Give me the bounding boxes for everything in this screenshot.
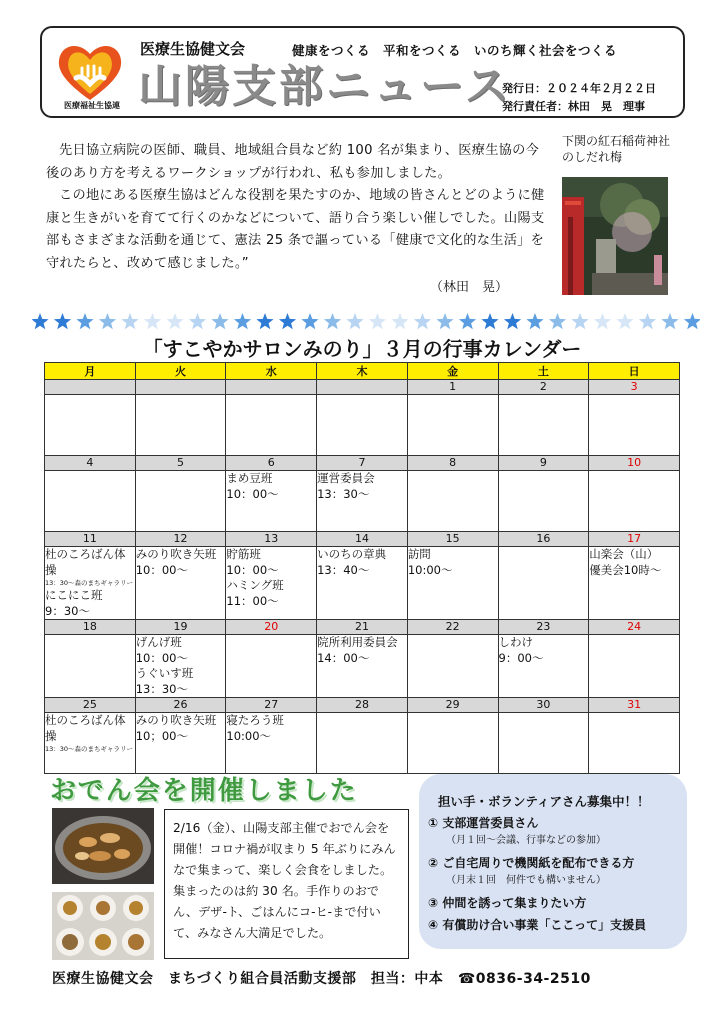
photo-caption-line-2: のしだれ梅 bbox=[562, 150, 623, 164]
event-line: 10；00～ bbox=[135, 728, 188, 743]
date-number bbox=[226, 380, 317, 395]
event-line: 13：30～ bbox=[135, 681, 188, 696]
star-icon bbox=[369, 313, 386, 329]
event-line: うぐいす班 bbox=[135, 666, 194, 680]
day-cell bbox=[498, 395, 589, 456]
logo-caption: 医療福祉生協連 bbox=[64, 101, 120, 110]
event-line: 11：00～ bbox=[226, 593, 279, 608]
event-line: 優美会10時～ bbox=[589, 562, 662, 577]
date-number: 25 bbox=[45, 698, 136, 713]
date-number: 27 bbox=[226, 698, 317, 713]
event-line: 10：00～ bbox=[135, 562, 188, 577]
footer-contact: 医療生協健文会 まちづくり組合員活動支援部 担当：中本 ☎0836-34-2510 bbox=[52, 971, 591, 987]
oden-title: おでん会を開催しました bbox=[50, 776, 358, 806]
photo-caption-line-1: 下関の紅石稲荷神社 bbox=[562, 134, 671, 148]
star-icon bbox=[166, 313, 183, 329]
day-cell bbox=[407, 471, 498, 532]
date-number: 13 bbox=[226, 532, 317, 547]
intro-paragraph-1: 先日協立病院の医師、職員、地域組合員など約 100 名が集まり、医療生協の今後のあり方を考えるワークショップが行われ、私も参加しました。 bbox=[46, 143, 540, 181]
event-calendar bbox=[44, 362, 680, 774]
volunteer-item: ① 支部運営委員さん bbox=[428, 816, 539, 830]
volunteer-item-note: （月１回～会議、行事などの参加） bbox=[446, 835, 606, 846]
day-cell bbox=[317, 635, 408, 698]
date-number bbox=[135, 380, 226, 395]
star-icon bbox=[76, 313, 93, 329]
event-line: 院所利用委員会 bbox=[317, 635, 398, 649]
day-cell bbox=[135, 395, 226, 456]
day-cell bbox=[226, 547, 317, 620]
event-line: 10:00～ bbox=[226, 728, 272, 743]
date-number: 8 bbox=[407, 456, 498, 471]
calendar-title: 「すこやかサロンみのり」３月の行事カレンダー bbox=[142, 337, 582, 361]
date-number: 10 bbox=[589, 456, 680, 471]
weekday-header: 土 bbox=[498, 363, 589, 380]
star-icon bbox=[481, 313, 498, 329]
intro-text bbox=[46, 140, 546, 275]
oden-pot-photo bbox=[52, 808, 154, 884]
day-cell bbox=[407, 635, 498, 698]
star-icon bbox=[391, 313, 408, 329]
slogan: 健康をつくる 平和をつくる いのち輝く社会をつくる bbox=[292, 43, 618, 58]
oden-report: 2/16（金）、山陽支部主催でおでん会を開催！コロナ禍が収まり 5 年ぶりにみんなで集まって、楽しく会食をしました。集まったのは約 30 名。手作りのおでん、デザ-ト、ごはんにコ-ヒ-まで付いて、みなさん大満足でした。 bbox=[164, 809, 409, 959]
date-row bbox=[45, 456, 680, 471]
event-line: 運営委員会 bbox=[317, 471, 375, 485]
intro-paragraph-2: この地にある医療生協はどんな役割を果たすのか、地域の皆さんとどのように健康と生きがいを育てて行くのかなどについて、語り合う楽しい催しでした。山陽支部もさまざまな活動を通じて、憲法 25 条で謳っている「健康で文化的な生活」を守れたらと、改めて感じました。” bbox=[46, 188, 545, 271]
weekday-header-row bbox=[45, 363, 680, 380]
oden-plates-photo bbox=[52, 892, 154, 960]
date-number: 22 bbox=[407, 620, 498, 635]
star-divider bbox=[32, 312, 700, 332]
weekday-header: 水 bbox=[226, 363, 317, 380]
date-number: 30 bbox=[498, 698, 589, 713]
day-cell bbox=[589, 713, 680, 774]
event-line: にこにこ班 bbox=[45, 588, 103, 602]
day-cell bbox=[317, 395, 408, 456]
star-icon bbox=[32, 313, 49, 329]
event-line: げんげ班 bbox=[135, 635, 182, 649]
weekday-header: 木 bbox=[317, 363, 408, 380]
day-cell bbox=[317, 547, 408, 620]
date-number: 11 bbox=[45, 532, 136, 547]
star-icon bbox=[571, 313, 588, 329]
newsletter-title: 山陽支部ニュース bbox=[138, 61, 512, 112]
event-line: まめ豆班 bbox=[226, 471, 273, 485]
event-line: みのり吹き矢班 bbox=[135, 547, 217, 561]
day-cell bbox=[135, 713, 226, 774]
star-icon bbox=[661, 313, 678, 329]
star-icon bbox=[54, 313, 71, 329]
event-line: 9：30～ bbox=[45, 603, 90, 618]
date-number: 19 bbox=[135, 620, 226, 635]
star-icon bbox=[301, 313, 318, 329]
date-number: 29 bbox=[407, 698, 498, 713]
shrine-photo bbox=[562, 177, 668, 295]
date-row bbox=[45, 380, 680, 395]
date-number: 21 bbox=[317, 620, 408, 635]
event-line: 10：00～ bbox=[226, 562, 279, 577]
event-line: 14：00～ bbox=[317, 650, 370, 665]
date-number: 26 bbox=[135, 698, 226, 713]
star-icon bbox=[684, 313, 700, 329]
star-icon bbox=[414, 313, 431, 329]
event-row bbox=[45, 395, 680, 456]
day-cell bbox=[407, 395, 498, 456]
day-cell bbox=[45, 471, 136, 532]
date-number: 7 bbox=[317, 456, 408, 471]
weekday-header: 日 bbox=[589, 363, 680, 380]
day-cell bbox=[45, 635, 136, 698]
event-row bbox=[45, 635, 680, 698]
event-line: 杜のころばん体操 bbox=[45, 547, 126, 577]
date-number: 18 bbox=[45, 620, 136, 635]
date-number: 24 bbox=[589, 620, 680, 635]
day-cell bbox=[45, 713, 136, 774]
date-number: 9 bbox=[498, 456, 589, 471]
day-cell bbox=[317, 471, 408, 532]
event-line: 13：30～森のまちギャラリー bbox=[45, 745, 134, 753]
day-cell bbox=[135, 547, 226, 620]
star-icon bbox=[639, 313, 656, 329]
event-line: 13：30～森のまちギャラリー bbox=[45, 579, 134, 587]
issue-date: 発行日：２０２４年２月２２日 bbox=[502, 82, 656, 95]
day-cell bbox=[589, 471, 680, 532]
event-line: いのちの章典 bbox=[317, 547, 387, 561]
star-icon bbox=[121, 313, 138, 329]
date-number bbox=[45, 380, 136, 395]
star-icon bbox=[211, 313, 228, 329]
star-icon bbox=[256, 313, 273, 329]
event-line: 貯筋班 bbox=[226, 547, 261, 561]
event-line: 杜のころばん体操 bbox=[45, 713, 126, 743]
date-number: 3 bbox=[589, 380, 680, 395]
star-icon bbox=[594, 313, 611, 329]
day-cell bbox=[498, 713, 589, 774]
day-cell bbox=[498, 471, 589, 532]
weekday-header: 月 bbox=[45, 363, 136, 380]
date-number: 16 bbox=[498, 532, 589, 547]
day-cell bbox=[498, 547, 589, 620]
volunteer-item: ④ 有償助け合い事業「ここって」支援員 bbox=[428, 918, 647, 932]
event-row bbox=[45, 471, 680, 532]
day-cell bbox=[135, 471, 226, 532]
event-row bbox=[45, 547, 680, 620]
event-line: しわけ bbox=[498, 635, 534, 649]
volunteer-item: ③ 仲間を誘って集まりたい方 bbox=[428, 896, 587, 910]
day-cell bbox=[226, 635, 317, 698]
date-row bbox=[45, 532, 680, 547]
day-cell bbox=[226, 713, 317, 774]
event-line: みのり吹き矢班 bbox=[135, 713, 217, 727]
event-line: 寝たろう班 bbox=[226, 713, 284, 727]
event-line: 10：00～ bbox=[135, 650, 188, 665]
day-cell bbox=[407, 547, 498, 620]
date-number: 20 bbox=[226, 620, 317, 635]
event-line: 10:00～ bbox=[407, 562, 453, 577]
date-number: 1 bbox=[407, 380, 498, 395]
date-number: 6 bbox=[226, 456, 317, 471]
date-number: 23 bbox=[498, 620, 589, 635]
star-icon bbox=[436, 313, 453, 329]
star-icon bbox=[189, 313, 206, 329]
star-icon bbox=[459, 313, 476, 329]
date-row bbox=[45, 620, 680, 635]
volunteer-list bbox=[428, 810, 684, 934]
event-line: 13：30～ bbox=[317, 486, 370, 501]
day-cell bbox=[226, 395, 317, 456]
star-icon bbox=[549, 313, 566, 329]
date-number: 31 bbox=[589, 698, 680, 713]
day-cell bbox=[317, 713, 408, 774]
event-line: 訪問 bbox=[407, 547, 431, 561]
star-icon bbox=[616, 313, 633, 329]
day-cell bbox=[589, 635, 680, 698]
photo-caption bbox=[562, 133, 670, 165]
volunteer-item: ② ご自宅周りで機関紙を配布できる方 bbox=[428, 856, 635, 870]
responsible-person: 発行責任者：林田 晃 理事 bbox=[502, 100, 645, 113]
date-number: 17 bbox=[589, 532, 680, 547]
volunteer-item-note: （月末１回 何件でも構いません） bbox=[446, 875, 606, 886]
date-row bbox=[45, 698, 680, 713]
star-icon bbox=[504, 313, 521, 329]
date-number: 28 bbox=[317, 698, 408, 713]
date-number bbox=[317, 380, 408, 395]
event-line: ハミング班 bbox=[226, 578, 284, 592]
event-line: 山楽会（山） bbox=[589, 547, 659, 561]
day-cell bbox=[45, 395, 136, 456]
org-name: 医療生協健文会 bbox=[140, 40, 246, 58]
weekday-header: 金 bbox=[407, 363, 498, 380]
star-icon bbox=[234, 313, 251, 329]
day-cell bbox=[135, 635, 226, 698]
date-number: 2 bbox=[498, 380, 589, 395]
event-row bbox=[45, 713, 680, 774]
date-number: 12 bbox=[135, 532, 226, 547]
date-number: 5 bbox=[135, 456, 226, 471]
star-icon bbox=[279, 313, 296, 329]
event-line: 10：00～ bbox=[226, 486, 279, 501]
day-cell bbox=[589, 547, 680, 620]
weekday-header: 火 bbox=[135, 363, 226, 380]
day-cell bbox=[45, 547, 136, 620]
date-number: 14 bbox=[317, 532, 408, 547]
day-cell bbox=[226, 471, 317, 532]
date-number: 4 bbox=[45, 456, 136, 471]
volunteer-title: 担い手・ボランティアさん募集中！！ bbox=[438, 794, 650, 809]
star-icon bbox=[324, 313, 341, 329]
star-icon bbox=[99, 313, 116, 329]
star-icon bbox=[346, 313, 363, 329]
star-icon bbox=[144, 313, 161, 329]
day-cell bbox=[407, 713, 498, 774]
event-line: 13：40～ bbox=[317, 562, 370, 577]
intro-author: （林田 晃） bbox=[430, 280, 509, 295]
star-icon bbox=[526, 313, 543, 329]
day-cell bbox=[589, 395, 680, 456]
event-line: 9：00～ bbox=[498, 650, 544, 665]
date-number: 15 bbox=[407, 532, 498, 547]
day-cell bbox=[498, 635, 589, 698]
